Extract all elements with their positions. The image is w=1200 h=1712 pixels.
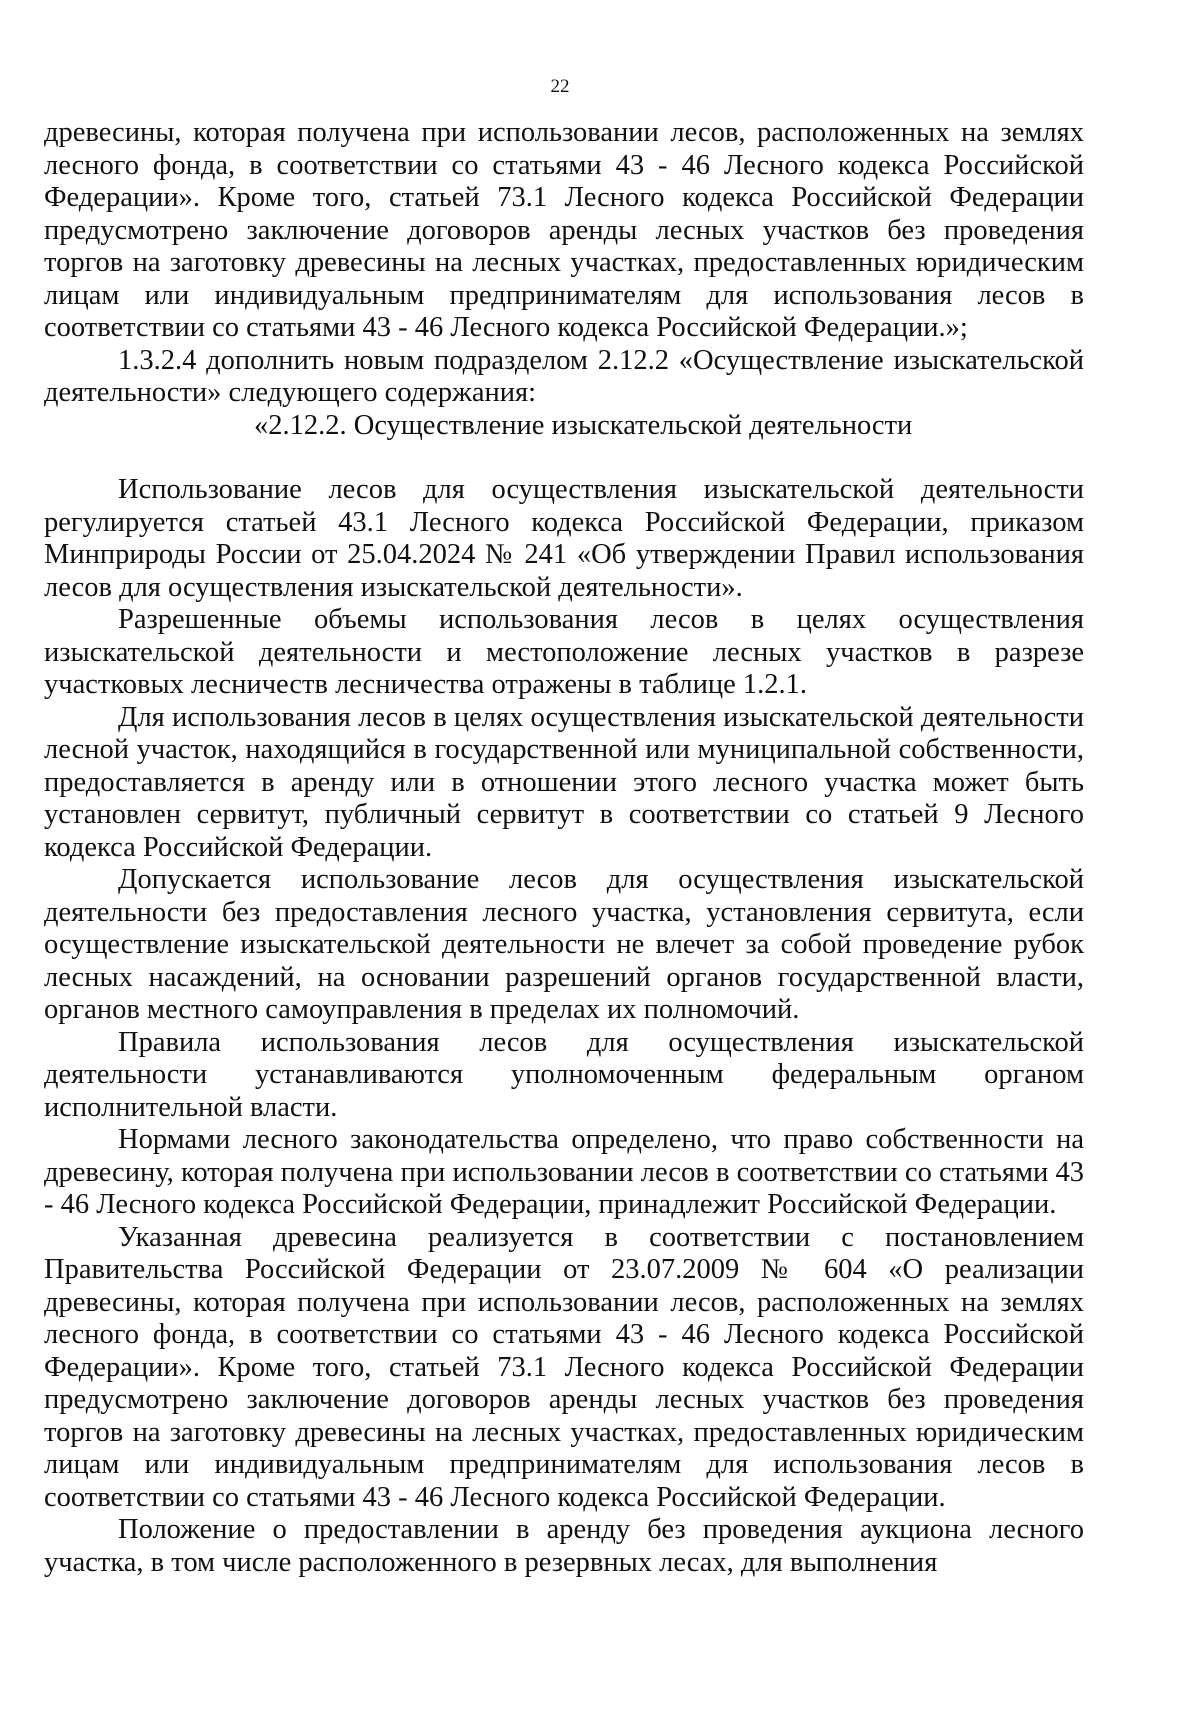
paragraph-amendment-1-3-2-4: 1.3.2.4 дополнить новым подразделом 2.12.2 «Осуществление изыскательской деятельности» следующего содержания:	[44, 344, 1084, 408]
paragraph-rules: Правила использования лесов для осуществления изыскательской деятельности устанавливаются уполномоченным федеральным органом исполнительной власти.	[44, 1026, 1084, 1123]
paragraph-without-plot: Допускается использование лесов для осуществления изыскательской деятельности без предоставления лесного участка, установления сервитута, если осуществление изыскательской деятельности не влечет за собой проведение рубок лесных насаждений, на основании разрешений органов государственной власти, органов местного самоуправления в пределах их полномочий.	[44, 864, 1084, 1025]
paragraph-regulation: Использование лесов для осуществления изыскательской деятельности регулируется статьей 43.1 Лесного кодекса Российской Федерации, приказом Минприроды России от 25.04.2024 № 241 «Об утверждении Правил использования лесов для осуществления изыскательской деятельности».	[44, 474, 1084, 603]
heading-spacer	[44, 442, 1084, 474]
paragraph-lease-regulation: Положение о предоставлении в аренду без проведения аукциона лесного участка, в том числе расположенного в резервных лесах, для выполнения	[44, 1514, 1084, 1578]
paragraph-allowed-volumes: Разрешенные объемы использования лесов в целях осуществления изыскательской деятельности и местоположение лесных участков в разрезе участковых лесничеств лесничества отражены в таблице 1.2.1.	[44, 604, 1084, 700]
paragraph-timber-sale: Указанная древесина реализуется в соответствии с постановлением Правительства Российской Федерации от 23.07.2009 № 604 «О реализации древесины, которая получена при использовании лесов, расположенных на землях лесного фонда, в соответствии со статьями 43 - 46 Лесного кодекса Российской Федерации». Кроме того, статьей 73.1 Лесного кодекса Российской Федерации предусмотрено заключение договоров аренды лесных участков без проведения торгов на заготовку древесины на лесных участках, предоставленных юридическим лицам или индивидуальным предпринимателям для использования лесов в соответствии со статьями 43 - 46 Лесного кодекса Российской Федерации.	[44, 1221, 1084, 1513]
section-heading: «2.12.2. Осуществление изыскательской деятельности	[254, 409, 913, 441]
paragraph-ownership: Нормами лесного законодательства определено, что право собственности на древесину, которая получена при использовании лесов в соответствии со статьями 43 - 46 Лесного кодекса Российской Федерации, принадлежит Российской Федерации.	[44, 1124, 1084, 1220]
paragraph-lease-servitude: Для использования лесов в целях осуществления изыскательской деятельности лесной участок, находящийся в государственной или муниципальной собственности, предоставляется в аренду или в отношении этого лесного участка может быть установлен сервитут, публичный сервитут в соответствии со статьей 9 Лесного кодекса Российской Федерации.	[44, 701, 1084, 863]
paragraph-continuation: древесины, которая получена при использовании лесов, расположенных на землях лесного фонда, в соответствии со статьями 43 - 46 Лесного кодекса Российской Федерации». Кроме того, статьей 73.1 Лесного кодекса Российской Федерации предусмотрено заключение договоров аренды лесных участков без проведения торгов на заготовку древесины на лесных участках, предоставленных юридическим лицам или индивидуальным предпринимателям для использования лесов в соответствии со статьями 43 - 46 Лесного кодекса Российской Федерации.»;	[44, 117, 1084, 343]
page-number: 22	[550, 76, 570, 97]
document-body	[44, 117, 1084, 1579]
